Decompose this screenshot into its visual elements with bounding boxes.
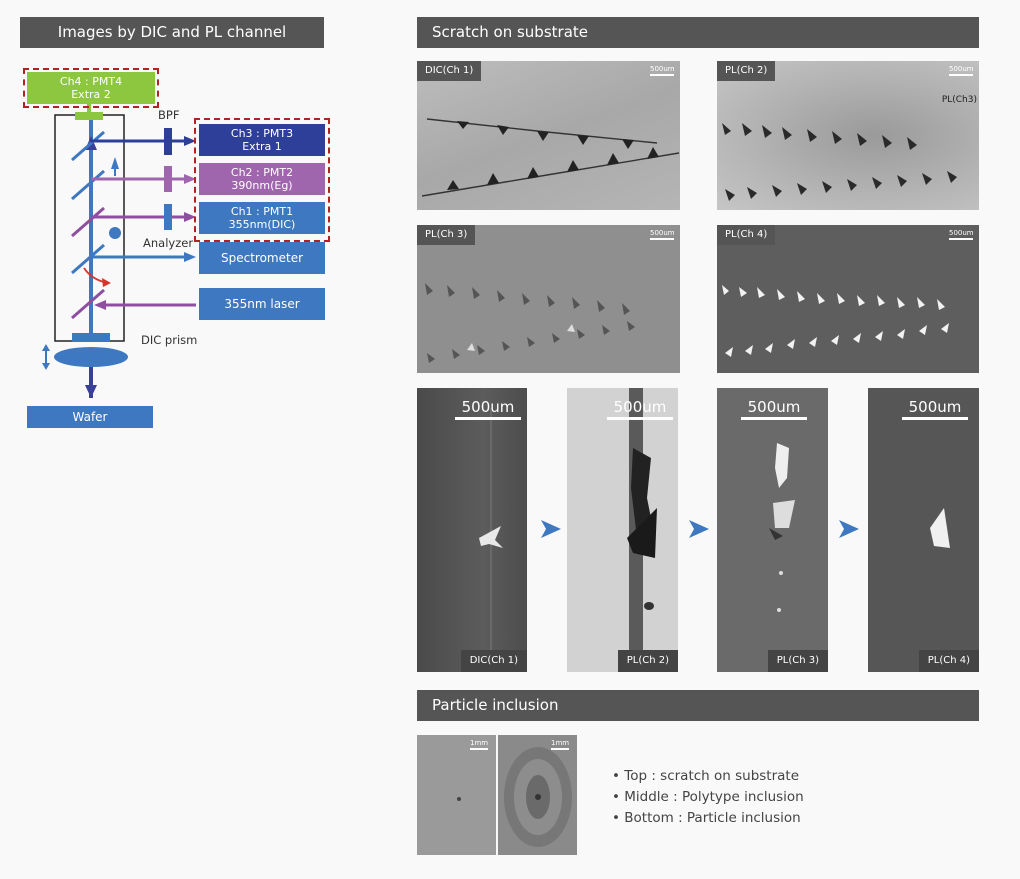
particle-image-right xyxy=(498,735,577,855)
scale-bar xyxy=(650,65,674,76)
scale-label: 1mm xyxy=(470,739,489,747)
ch4-line1: Ch4 : PMT4 xyxy=(59,75,123,88)
arrow-right-icon xyxy=(541,520,561,538)
closeup-image-pl-ch4 xyxy=(868,388,979,672)
scratch-image-dic-ch1 xyxy=(417,61,680,210)
closeup-tag: PL(Ch 3) xyxy=(768,650,828,672)
ch2-box xyxy=(199,163,325,195)
closeup-tag: DIC(Ch 1) xyxy=(461,650,527,672)
ch2-line2: 390nm(Eg) xyxy=(231,179,293,192)
dic-prism-label: DIC prism xyxy=(141,333,198,347)
diagram-header: Images by DIC and PL channel xyxy=(20,17,324,48)
scale-bar xyxy=(949,65,973,76)
legend-item-top: • Top : scratch on substrate xyxy=(612,768,800,784)
scale-label: 500um xyxy=(461,398,515,416)
ch1-line1: Ch1 : PMT1 xyxy=(230,205,294,218)
scale-label: 500um xyxy=(613,398,667,416)
closeup-tag: PL(Ch 2) xyxy=(618,650,678,672)
closeup-image-pl-ch3 xyxy=(717,388,828,672)
ch3-line1: Ch3 : PMT3 xyxy=(230,127,294,140)
panel-tag: PL(Ch 4) xyxy=(717,225,775,245)
scratch-image-pl-ch2 xyxy=(717,61,979,210)
scale-bar-big xyxy=(902,398,968,420)
ch1-box xyxy=(199,202,325,234)
ch3-box xyxy=(199,124,325,156)
arrow-right-icon xyxy=(689,520,709,538)
scale-label: 500um xyxy=(650,229,675,237)
analyzer-label: Analyzer xyxy=(143,236,194,250)
legend-item-bottom: • Bottom : Particle inclusion xyxy=(612,810,801,826)
scale-bar-big xyxy=(607,398,673,420)
panel-tag: PL(Ch 3) xyxy=(417,225,475,245)
ch4-box xyxy=(27,72,155,104)
arrow-right-icon xyxy=(839,520,859,538)
scale-bar xyxy=(650,229,674,240)
panel-tag: PL(Ch 2) xyxy=(717,61,775,81)
closeup-image-pl-ch2 xyxy=(567,388,678,672)
scale-bar xyxy=(470,739,488,750)
particle-image-left xyxy=(417,735,496,855)
scale-bar-big xyxy=(741,398,807,420)
ch3-line2: Extra 1 xyxy=(242,140,282,153)
scratch-header: Scratch on substrate xyxy=(417,17,979,48)
scratch-image-pl-ch4 xyxy=(717,225,979,373)
scale-label: 500um xyxy=(650,65,675,73)
wafer-box: Wafer xyxy=(27,406,153,428)
scale-label: 1mm xyxy=(551,739,570,747)
scale-bar xyxy=(551,739,569,750)
scratch-image-pl-ch3 xyxy=(417,225,680,373)
particle-header: Particle inclusion xyxy=(417,690,979,721)
legend-list xyxy=(612,766,804,829)
scale-label: 500um xyxy=(949,65,974,73)
ch2-line1: Ch2 : PMT2 xyxy=(230,166,294,179)
scale-label: 500um xyxy=(747,398,801,416)
closeup-tag: PL(Ch 4) xyxy=(919,650,979,672)
legend-item-middle: • Middle : Polytype inclusion xyxy=(612,789,804,805)
laser-box: 355nm laser xyxy=(199,288,325,320)
scale-bar-big xyxy=(455,398,521,420)
bpf-label: BPF xyxy=(158,108,180,122)
ch4-line2: Extra 2 xyxy=(71,88,111,101)
scale-label: 500um xyxy=(949,229,974,237)
scale-label: 500um xyxy=(908,398,962,416)
scale-bar xyxy=(949,229,973,240)
spectrometer-box: Spectrometer xyxy=(199,242,325,274)
panel-extra-label: PL(Ch3) xyxy=(941,95,977,105)
ch1-line2: 355nm(DIC) xyxy=(228,218,296,231)
closeup-image-dic-ch1 xyxy=(417,388,527,672)
panel-tag: DIC(Ch 1) xyxy=(417,61,481,81)
